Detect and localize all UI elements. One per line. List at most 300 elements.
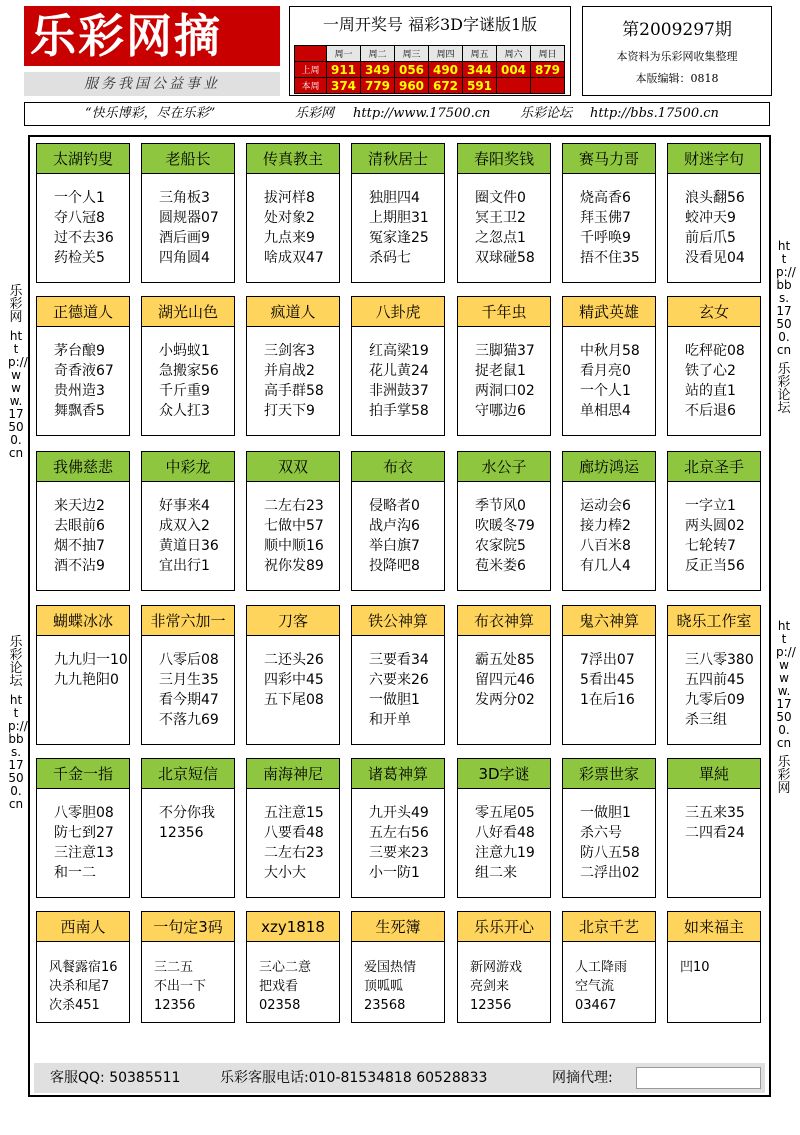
riddle-line: 三八零380 bbox=[685, 652, 754, 668]
card-author: 湖光山色 bbox=[142, 297, 234, 327]
card-lines bbox=[458, 482, 550, 576]
draw-number: 004 bbox=[497, 62, 531, 78]
card-author: 乐乐开心 bbox=[458, 912, 550, 942]
riddle-line: 空气流 bbox=[575, 979, 615, 994]
riddle-line: 并肩战2 bbox=[264, 363, 315, 379]
card-lines bbox=[563, 482, 655, 576]
riddle-line: 亮剑来 bbox=[470, 979, 510, 994]
riddle-line: 新网游戏 bbox=[470, 960, 523, 975]
riddle-line: 战卢沟6 bbox=[369, 518, 420, 534]
riddle-line: 拍手掌58 bbox=[369, 403, 429, 419]
draw-number: 349 bbox=[361, 62, 395, 78]
riddle-line: 运动会6 bbox=[580, 498, 631, 514]
riddle-line: 啥成双47 bbox=[264, 250, 324, 266]
side-right-top bbox=[776, 239, 796, 416]
riddle-card bbox=[36, 296, 130, 436]
day-header: 周二 bbox=[361, 46, 395, 62]
forum-label: 乐彩论坛 bbox=[520, 106, 573, 121]
side-char: 彩 bbox=[777, 375, 791, 390]
riddle-card bbox=[351, 296, 445, 436]
riddle-line: 七做中57 bbox=[264, 518, 324, 534]
side-char: 乐 bbox=[9, 284, 23, 299]
riddle-line: 烧高香6 bbox=[580, 190, 631, 206]
riddle-line: 一做胆1 bbox=[369, 692, 420, 708]
riddle-line: 铁了心2 bbox=[685, 363, 736, 379]
riddle-card bbox=[667, 451, 761, 591]
draw-days-row bbox=[295, 46, 565, 62]
riddle-line: 不出一下 bbox=[154, 979, 207, 994]
riddle-card bbox=[562, 758, 656, 898]
card-lines bbox=[668, 327, 760, 421]
riddle-line: 一个人1 bbox=[54, 190, 105, 206]
riddle-line: 八要看48 bbox=[264, 825, 324, 841]
riddle-line: 站的直1 bbox=[685, 383, 736, 399]
riddle-card bbox=[667, 143, 761, 283]
riddle-line: 九九艳阳0 bbox=[54, 672, 119, 688]
riddle-line: 三剑客3 bbox=[264, 343, 315, 359]
riddle-line: 九九归一10 bbox=[54, 652, 128, 668]
riddle-line: 三二五 bbox=[154, 960, 194, 975]
riddle-line: 和开单 bbox=[369, 712, 411, 728]
card-author: 水公子 bbox=[458, 452, 550, 482]
editor-note: 本版编辑：0818 bbox=[635, 72, 719, 85]
riddle-line: 小蚂蚁1 bbox=[159, 343, 210, 359]
card-lines bbox=[142, 789, 234, 843]
site-url[interactable]: http://www.17500.cn bbox=[353, 106, 491, 121]
riddle-line: 浪头翻56 bbox=[685, 190, 745, 206]
card-lines bbox=[247, 482, 339, 576]
riddle-line: 千呼唤9 bbox=[580, 230, 631, 246]
side-char: 乐 bbox=[9, 635, 23, 650]
card-author: 太湖钓叟 bbox=[37, 144, 129, 174]
side-right-bottom bbox=[776, 619, 796, 796]
riddle-line: 六要来26 bbox=[369, 672, 429, 688]
riddle-line: 苞米娄6 bbox=[475, 558, 526, 574]
riddle-line: 二四看24 bbox=[685, 825, 745, 841]
riddle-card bbox=[667, 758, 761, 898]
card-author: 清秋居士 bbox=[352, 144, 444, 174]
side-char: 论 bbox=[777, 388, 791, 403]
riddle-line: 顶呱呱 bbox=[364, 979, 404, 994]
riddle-card bbox=[36, 451, 130, 591]
card-author: 千年虫 bbox=[458, 297, 550, 327]
card-lines bbox=[247, 942, 339, 1015]
riddle-line: 一做胆1 bbox=[580, 805, 631, 821]
riddle-line: 爱国热情 bbox=[364, 960, 417, 975]
riddle-line: 宜出行1 bbox=[159, 558, 210, 574]
card-lines bbox=[458, 789, 550, 883]
riddle-line: 风餐露宿16 bbox=[49, 960, 118, 975]
riddle-line: 八零后08 bbox=[159, 652, 219, 668]
riddle-card bbox=[141, 143, 235, 283]
riddle-card bbox=[351, 451, 445, 591]
card-author: 春阳奖钱 bbox=[458, 144, 550, 174]
riddle-line: 03467 bbox=[575, 998, 617, 1013]
card-author: 西南人 bbox=[37, 912, 129, 942]
riddle-line: 成双入2 bbox=[159, 518, 210, 534]
riddle-line: 单相思4 bbox=[580, 403, 631, 419]
card-lines bbox=[563, 636, 655, 710]
riddle-card bbox=[351, 911, 445, 1023]
riddle-line: 千斤重9 bbox=[159, 383, 210, 399]
card-lines bbox=[37, 174, 129, 268]
day-header: 周五 bbox=[463, 46, 497, 62]
riddle-line: 零五尾05 bbox=[475, 805, 535, 821]
riddle-line: 八百米8 bbox=[580, 538, 631, 554]
riddle-card bbox=[562, 605, 656, 745]
card-author: 中彩龙 bbox=[142, 452, 234, 482]
card-lines bbox=[458, 174, 550, 268]
row-label: 上周 bbox=[295, 62, 327, 78]
riddle-line: 酒后画9 bbox=[159, 230, 210, 246]
riddle-line: 九零后09 bbox=[685, 692, 745, 708]
riddle-line: 三月生35 bbox=[159, 672, 219, 688]
riddle-line: 吹暖冬79 bbox=[475, 518, 535, 534]
side-url: http://www.17500.cn bbox=[776, 619, 796, 750]
riddle-line: 留四元46 bbox=[475, 672, 535, 688]
riddle-card bbox=[562, 911, 656, 1023]
card-lines bbox=[142, 636, 234, 730]
riddle-line: 五下尾08 bbox=[264, 692, 324, 708]
riddle-line: 九开头49 bbox=[369, 805, 429, 821]
card-lines bbox=[352, 174, 444, 268]
riddle-card bbox=[667, 605, 761, 745]
riddle-card bbox=[36, 605, 130, 745]
riddle-line: 花儿黄24 bbox=[369, 363, 429, 379]
card-author: 布衣 bbox=[352, 452, 444, 482]
card-author: xzy1818 bbox=[247, 912, 339, 942]
card-lines bbox=[668, 789, 760, 843]
riddle-card bbox=[457, 911, 551, 1023]
card-lines bbox=[247, 789, 339, 883]
riddle-line: 三心二意 bbox=[259, 960, 312, 975]
side-left-bottom bbox=[8, 635, 28, 811]
draw-number: 056 bbox=[395, 62, 429, 78]
riddle-line: 没看见04 bbox=[685, 250, 745, 266]
riddle-line: 双球碰58 bbox=[475, 250, 535, 266]
riddle-line: 圈文件0 bbox=[475, 190, 526, 206]
riddle-line: 药检关5 bbox=[54, 250, 105, 266]
card-lines bbox=[352, 482, 444, 576]
card-lines bbox=[142, 942, 234, 1015]
riddle-card bbox=[141, 758, 235, 898]
riddle-card bbox=[36, 143, 130, 283]
riddle-line: 祝你发89 bbox=[264, 558, 324, 574]
draw-corner bbox=[295, 46, 327, 62]
riddle-line: 12356 bbox=[159, 825, 204, 841]
riddle-line: 不落九69 bbox=[159, 712, 219, 728]
day-header: 周三 bbox=[395, 46, 429, 62]
riddle-line: 三脚猫37 bbox=[475, 343, 535, 359]
riddle-line: 不分你我 bbox=[159, 805, 215, 821]
riddle-line: 四彩中45 bbox=[264, 672, 324, 688]
card-author: 八卦虎 bbox=[352, 297, 444, 327]
side-char: 乐 bbox=[777, 755, 791, 770]
riddle-line: 五注意15 bbox=[264, 805, 324, 821]
card-author: 千金一指 bbox=[37, 759, 129, 789]
riddle-line: 杀三组 bbox=[685, 712, 727, 728]
card-author: 北京千艺 bbox=[563, 912, 655, 942]
draw-number bbox=[497, 78, 531, 94]
riddle-line: 防七到27 bbox=[54, 825, 114, 841]
riddle-line: 三要看34 bbox=[369, 652, 429, 668]
riddle-line: 三五来35 bbox=[685, 805, 745, 821]
card-author: 诸葛神算 bbox=[352, 759, 444, 789]
card-lines bbox=[668, 636, 760, 730]
riddle-line: 红高梁19 bbox=[369, 343, 429, 359]
side-url: http://bbs.17500.cn bbox=[8, 693, 28, 811]
riddle-line: 吃秤砣08 bbox=[685, 343, 745, 359]
side-char: 彩 bbox=[9, 297, 23, 312]
riddle-line: 季节风0 bbox=[475, 498, 526, 514]
riddle-card bbox=[141, 911, 235, 1023]
card-author: 3D字谜 bbox=[458, 759, 550, 789]
riddle-line: 7浮出07 bbox=[580, 652, 635, 668]
riddle-line: 霸五处85 bbox=[475, 652, 535, 668]
card-lines bbox=[563, 942, 655, 1015]
row-label: 本周 bbox=[295, 78, 327, 94]
card-author: 北京圣手 bbox=[668, 452, 760, 482]
card-lines bbox=[142, 174, 234, 268]
riddle-line: 非洲鼓37 bbox=[369, 383, 429, 399]
riddle-line: 烟不抽7 bbox=[54, 538, 105, 554]
riddle-line: 冥王卫2 bbox=[475, 210, 526, 226]
card-author: 北京短信 bbox=[142, 759, 234, 789]
riddle-line: 侵略者0 bbox=[369, 498, 420, 514]
card-lines bbox=[142, 482, 234, 576]
card-author: 铁公神算 bbox=[352, 606, 444, 636]
source-note: 本资料为乐彩网收集整理 bbox=[616, 50, 738, 63]
riddle-line: 中秋月58 bbox=[580, 343, 640, 359]
riddle-line: 看月亮0 bbox=[580, 363, 631, 379]
card-lines bbox=[563, 789, 655, 883]
issue-panel bbox=[582, 6, 772, 96]
riddle-line: 反正当56 bbox=[685, 558, 745, 574]
riddle-line: 组二来 bbox=[475, 865, 517, 881]
card-author: 双双 bbox=[247, 452, 339, 482]
riddle-line: 拜玉佛7 bbox=[580, 210, 631, 226]
riddle-card bbox=[141, 296, 235, 436]
riddle-line: 和一二 bbox=[54, 865, 96, 881]
card-lines bbox=[37, 789, 129, 883]
riddle-line: 小一防1 bbox=[369, 865, 420, 881]
riddle-line: 打天下9 bbox=[264, 403, 315, 419]
card-lines bbox=[458, 327, 550, 421]
riddle-line: 上期胆31 bbox=[369, 210, 429, 226]
side-char: 彩 bbox=[777, 768, 791, 783]
card-author: 單純 bbox=[668, 759, 760, 789]
riddle-line: 看今期47 bbox=[159, 692, 219, 708]
draw-number: 672 bbox=[429, 78, 463, 94]
riddle-card bbox=[667, 296, 761, 436]
riddle-line: 捉老鼠1 bbox=[475, 363, 526, 379]
card-author: 晓乐工作室 bbox=[668, 606, 760, 636]
riddle-card bbox=[351, 758, 445, 898]
card-lines bbox=[37, 942, 129, 1015]
riddle-card bbox=[351, 143, 445, 283]
logo: 乐彩网摘 bbox=[24, 6, 280, 66]
card-lines bbox=[352, 636, 444, 730]
riddle-card bbox=[457, 605, 551, 745]
riddle-line: 八好看48 bbox=[475, 825, 535, 841]
riddle-line: 好事来4 bbox=[159, 498, 210, 514]
draw-row-this-week bbox=[295, 78, 565, 94]
riddle-card bbox=[141, 451, 235, 591]
riddle-line: 二还头26 bbox=[264, 652, 324, 668]
side-left-top bbox=[8, 284, 28, 460]
agent-label: 网摘代理: bbox=[552, 1070, 613, 1086]
card-author: 正德道人 bbox=[37, 297, 129, 327]
riddle-card bbox=[667, 911, 761, 1023]
card-author: 一句定3码 bbox=[142, 912, 234, 942]
riddle-line: 冤家逢25 bbox=[369, 230, 429, 246]
side-url: http://bbs.17500.cn bbox=[776, 239, 796, 357]
riddle-line: 五左右56 bbox=[369, 825, 429, 841]
riddle-line: 防八五58 bbox=[580, 845, 640, 861]
riddle-line: 5看出45 bbox=[580, 672, 635, 688]
riddle-line: 一个人1 bbox=[580, 383, 631, 399]
riddle-card bbox=[246, 451, 340, 591]
riddle-line: 八零胆08 bbox=[54, 805, 114, 821]
service-qq: 客服QQ: 50385511 bbox=[50, 1070, 181, 1086]
card-lines bbox=[247, 327, 339, 421]
riddle-line: 守哪边6 bbox=[475, 403, 526, 419]
card-author: 财迷字句 bbox=[668, 144, 760, 174]
riddle-line: 人工降雨 bbox=[575, 960, 628, 975]
card-lines bbox=[247, 174, 339, 268]
riddle-card bbox=[457, 296, 551, 436]
service-phone: 乐彩客服电话:010-81534818 60528833 bbox=[220, 1070, 488, 1086]
draw-number: 879 bbox=[531, 62, 565, 78]
riddle-card bbox=[457, 143, 551, 283]
card-lines bbox=[142, 327, 234, 421]
riddle-line: 发两分02 bbox=[475, 692, 535, 708]
riddle-line: 12356 bbox=[470, 998, 512, 1013]
side-char: 彩 bbox=[9, 648, 23, 663]
riddle-card bbox=[562, 143, 656, 283]
riddle-line: 杀码七 bbox=[369, 250, 411, 266]
riddle-line: 1在后16 bbox=[580, 692, 635, 708]
riddle-line: 举白旗7 bbox=[369, 538, 420, 554]
riddle-line: 来天边2 bbox=[54, 498, 105, 514]
riddle-line: 七轮转7 bbox=[685, 538, 736, 554]
riddle-line: 过不去36 bbox=[54, 230, 114, 246]
riddle-line: 三要来23 bbox=[369, 845, 429, 861]
riddle-line: 捂不住35 bbox=[580, 250, 640, 266]
card-lines bbox=[668, 482, 760, 576]
riddle-line: 次杀451 bbox=[49, 998, 100, 1013]
card-lines bbox=[247, 636, 339, 710]
card-author: 如来福主 bbox=[668, 912, 760, 942]
riddle-line: 有几人4 bbox=[580, 558, 631, 574]
riddle-line: 不后退6 bbox=[685, 403, 736, 419]
riddle-line: 接力棒2 bbox=[580, 518, 631, 534]
card-author: 赛马力哥 bbox=[563, 144, 655, 174]
riddle-line: 注意九19 bbox=[475, 845, 535, 861]
card-author: 精武英雄 bbox=[563, 297, 655, 327]
riddle-line: 贵州造3 bbox=[54, 383, 105, 399]
motto-strip bbox=[24, 102, 770, 126]
riddle-card bbox=[246, 143, 340, 283]
riddle-line: 前后爪5 bbox=[685, 230, 736, 246]
riddle-line: 去眼前6 bbox=[54, 518, 105, 534]
riddle-line: 凹10 bbox=[680, 960, 710, 975]
draw-number: 490 bbox=[429, 62, 463, 78]
riddle-line: 夺八冠8 bbox=[54, 210, 105, 226]
side-char: 论 bbox=[9, 661, 23, 676]
riddle-line: 二浮出02 bbox=[580, 865, 640, 881]
riddle-card bbox=[562, 296, 656, 436]
riddle-line: 黄道日36 bbox=[159, 538, 219, 554]
card-author: 鬼六神算 bbox=[563, 606, 655, 636]
draw-table bbox=[294, 45, 565, 94]
forum-url[interactable]: http://bbs.17500.cn bbox=[590, 106, 719, 121]
riddle-line: 23568 bbox=[364, 998, 406, 1013]
card-lines bbox=[563, 174, 655, 268]
card-lines bbox=[563, 327, 655, 421]
card-lines bbox=[668, 174, 760, 268]
riddle-line: 舞飘香5 bbox=[54, 403, 105, 419]
card-author: 生死簿 bbox=[352, 912, 444, 942]
riddle-line: 酒不沾9 bbox=[54, 558, 105, 574]
side-char: 网 bbox=[777, 781, 791, 796]
card-author: 廊坊鸿运 bbox=[563, 452, 655, 482]
riddle-line: 12356 bbox=[154, 998, 196, 1013]
card-lines bbox=[352, 327, 444, 421]
riddle-line: 圆规器07 bbox=[159, 210, 219, 226]
card-author: 老船长 bbox=[142, 144, 234, 174]
draw-row-last-week bbox=[295, 62, 565, 78]
riddle-card bbox=[246, 911, 340, 1023]
draw-number bbox=[531, 78, 565, 94]
riddle-line: 众人扛3 bbox=[159, 403, 210, 419]
riddle-line: 两洞口02 bbox=[475, 383, 535, 399]
day-header: 周一 bbox=[327, 46, 361, 62]
card-lines bbox=[668, 942, 760, 977]
card-author: 疯道人 bbox=[247, 297, 339, 327]
riddle-line: 大小大 bbox=[264, 865, 306, 881]
draw-number: 911 bbox=[327, 62, 361, 78]
side-char: 坛 bbox=[9, 674, 23, 689]
riddle-card bbox=[141, 605, 235, 745]
riddle-line: 奇香液67 bbox=[54, 363, 114, 379]
draw-number: 591 bbox=[463, 78, 497, 94]
riddle-card bbox=[36, 758, 130, 898]
card-author: 我佛慈悲 bbox=[37, 452, 129, 482]
card-lines bbox=[37, 327, 129, 421]
riddle-line: 茅台酿9 bbox=[54, 343, 105, 359]
card-lines bbox=[352, 789, 444, 883]
riddle-line: 蛟冲天9 bbox=[685, 210, 736, 226]
riddle-line: 二左右23 bbox=[264, 845, 324, 861]
riddle-line: 三注意13 bbox=[54, 845, 114, 861]
riddle-line: 两头圆02 bbox=[685, 518, 745, 534]
card-author: 蝴蝶冰冰 bbox=[37, 606, 129, 636]
draw-number: 779 bbox=[361, 78, 395, 94]
riddle-card bbox=[457, 451, 551, 591]
side-char: 乐 bbox=[777, 362, 791, 377]
riddle-line: 五四前45 bbox=[685, 672, 745, 688]
weekly-draw-panel bbox=[289, 6, 571, 96]
riddle-line: 把戏看 bbox=[259, 979, 299, 994]
card-author: 玄女 bbox=[668, 297, 760, 327]
riddle-line: 投降吧8 bbox=[369, 558, 420, 574]
card-lines bbox=[37, 482, 129, 576]
day-header: 周四 bbox=[429, 46, 463, 62]
riddle-line: 农家院5 bbox=[475, 538, 526, 554]
riddle-card bbox=[351, 605, 445, 745]
draw-number: 960 bbox=[395, 78, 429, 94]
